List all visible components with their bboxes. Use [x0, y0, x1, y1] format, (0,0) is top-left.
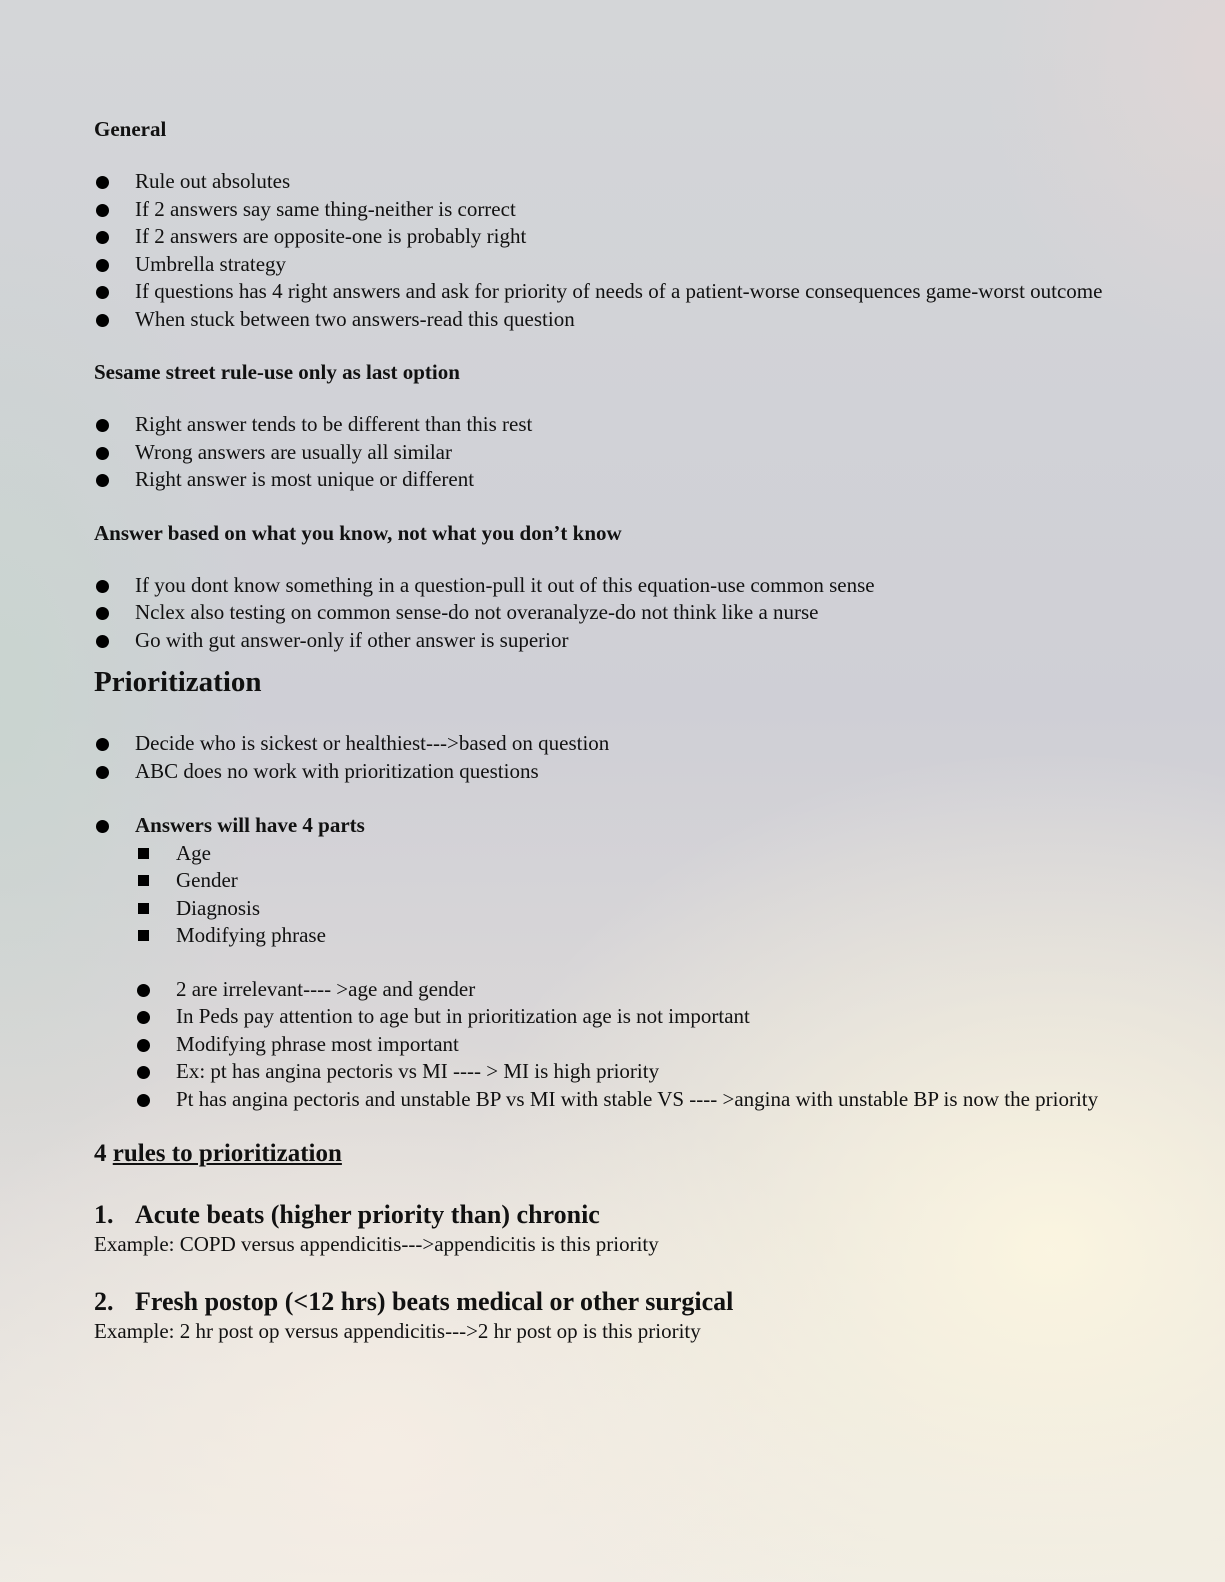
general-list — [94, 168, 1164, 333]
bullet-dot-icon — [96, 447, 109, 460]
notes-list — [135, 976, 1164, 1114]
list-item: Go with gut answer-only if other answer is superior — [94, 627, 1164, 655]
list-item — [94, 812, 1164, 840]
document-page — [94, 114, 1164, 1373]
parts-heading: Answers will have 4 parts — [135, 813, 365, 837]
list-item: 2 are irrelevant---- >age and gender — [135, 976, 1164, 1004]
parts-heading-list — [94, 812, 1164, 840]
list-item: Diagnosis — [135, 895, 1164, 923]
bullet-dot-icon — [137, 1039, 150, 1052]
prioritization-list — [94, 730, 1164, 785]
rule-heading: 1. Acute beats (higher priority than) chronic — [94, 1200, 600, 1229]
bullet-square-icon — [138, 875, 149, 886]
list-item: Umbrella strategy — [94, 251, 1164, 279]
answer-based-list — [94, 572, 1164, 655]
rule-heading: 2. Fresh postop (<12 hrs) beats medical or other surgical — [94, 1287, 734, 1316]
bullet-dot-icon — [96, 738, 109, 751]
list-item: If 2 answers say same thing-neither is correct — [94, 196, 1164, 224]
list-item: If you dont know something in a question-pull it out of this equation-use common sense — [94, 572, 1164, 600]
bullet-dot-icon — [96, 259, 109, 272]
bullet-dot-icon — [96, 474, 109, 487]
list-item: In Peds pay attention to age but in prioritization age is not important — [135, 1003, 1164, 1031]
list-item: If questions has 4 right answers and ask for priority of needs of a patient-worse consequences game-worst outcome — [94, 278, 1164, 306]
list-item: Modifying phrase most important — [135, 1031, 1164, 1059]
list-item: Age — [135, 840, 1164, 868]
list-item: Right answer tends to be different than this rest — [94, 411, 1164, 439]
bullet-square-icon — [138, 848, 149, 859]
general-heading: General — [94, 117, 167, 141]
list-item: Ex: pt has angina pectoris vs MI ---- > MI is high priority — [135, 1058, 1164, 1086]
list-item: Right answer is most unique or different — [94, 466, 1164, 494]
bullet-dot-icon — [96, 231, 109, 244]
sesame-list — [94, 411, 1164, 494]
bullet-dot-icon — [137, 1066, 150, 1079]
bullet-dot-icon — [96, 607, 109, 620]
list-item: Modifying phrase — [135, 922, 1164, 950]
list-item: If 2 answers are opposite-one is probably right — [94, 223, 1164, 251]
list-item: Wrong answers are usually all similar — [94, 439, 1164, 467]
list-item: Pt has angina pectoris and unstable BP vs MI with stable VS ---- >angina with unstable BP is now the priority — [135, 1086, 1164, 1114]
list-item: Nclex also testing on common sense-do not overanalyze-do not think like a nurse — [94, 599, 1164, 627]
rules-title: 4 rules to prioritization — [94, 1140, 342, 1167]
bullet-dot-icon — [96, 766, 109, 779]
bullet-dot-icon — [96, 176, 109, 189]
bullet-dot-icon — [96, 580, 109, 593]
bullet-square-icon — [138, 903, 149, 914]
sesame-heading: Sesame street rule-use only as last option — [94, 360, 460, 384]
bullet-dot-icon — [96, 314, 109, 327]
bullet-dot-icon — [137, 1094, 150, 1107]
rule-example: Example: COPD versus appendicitis--->appendicitis is this priority — [94, 1232, 659, 1256]
bullet-dot-icon — [96, 286, 109, 299]
bullet-square-icon — [138, 930, 149, 941]
list-item: When stuck between two answers-read this question — [94, 306, 1164, 334]
list-item: Rule out absolutes — [94, 168, 1164, 196]
rule-example: Example: 2 hr post op versus appendicitis--->2 hr post op is this priority — [94, 1319, 701, 1343]
answer-based-heading: Answer based on what you know, not what you don’t know — [94, 520, 622, 545]
bullet-dot-icon — [137, 1011, 150, 1024]
prioritization-title: Prioritization — [94, 666, 262, 698]
list-item: Gender — [135, 867, 1164, 895]
bullet-dot-icon — [96, 204, 109, 217]
bullet-dot-icon — [96, 820, 109, 833]
bullet-dot-icon — [137, 984, 150, 997]
parts-list — [135, 840, 1164, 950]
bullet-dot-icon — [96, 635, 109, 648]
bullet-dot-icon — [96, 419, 109, 432]
list-item: ABC does no work with prioritization questions — [94, 758, 1164, 786]
list-item: Decide who is sickest or healthiest--->based on question — [94, 730, 1164, 758]
